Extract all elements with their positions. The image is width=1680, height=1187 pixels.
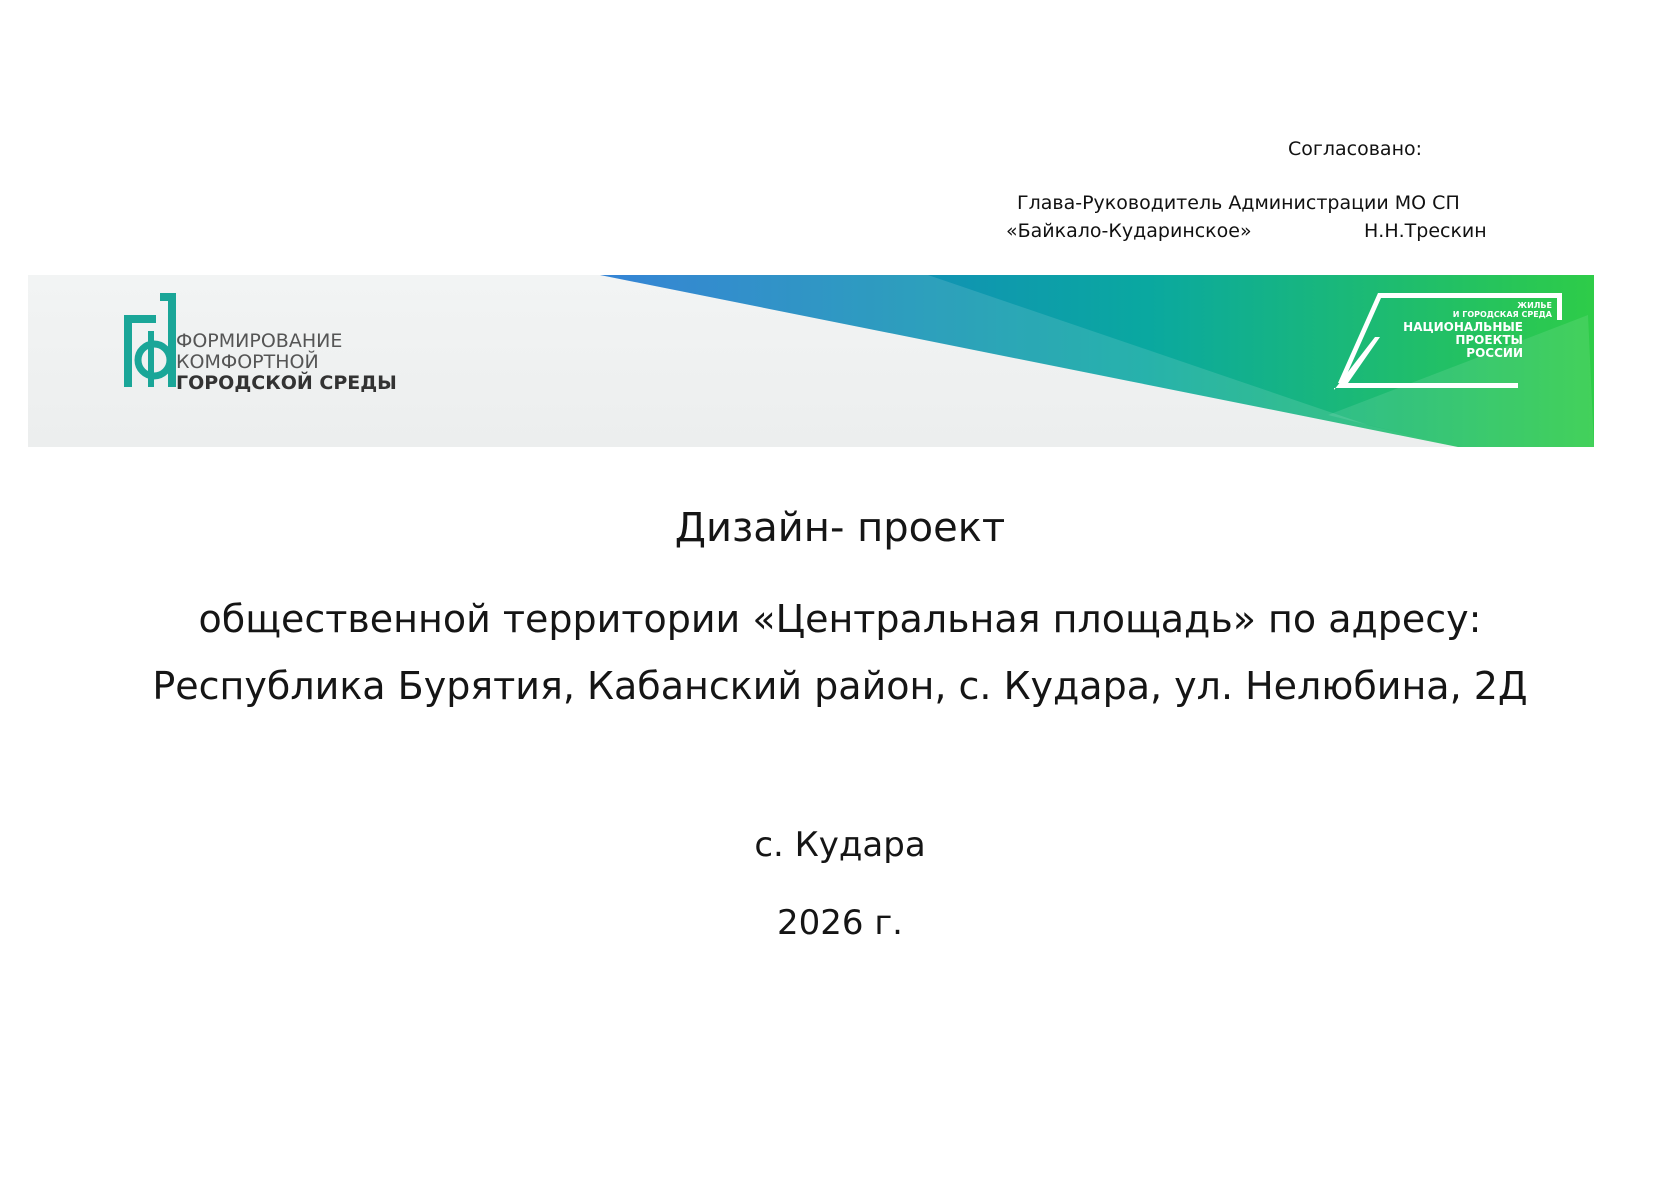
national-logo-line-2: И ГОРОДСКАЯ СРЕДА xyxy=(1452,310,1552,319)
approval-position: Глава-Руководитель Администрации МО СП xyxy=(1017,192,1460,214)
document-subject-line-1: общественной территории «Центральная площадь» по адресу: xyxy=(198,597,1482,641)
document-subject-line-2: Республика Бурятия, Кабанский район, с. Кудара, ул. Нелюбина, 2Д xyxy=(152,664,1528,708)
national-logo-line-4: ПРОЕКТЫ xyxy=(1455,333,1523,347)
national-logo-line-3: НАЦИОНАЛЬНЫЕ xyxy=(1403,320,1523,334)
approval-organization: «Байкало-Кударинское» xyxy=(1006,220,1252,242)
logo-text-line-2: КОМФОРТНОЙ xyxy=(176,351,319,373)
program-banner xyxy=(28,275,1594,447)
national-logo-line-5: РОССИИ xyxy=(1466,346,1523,360)
document-year: 2026 г. xyxy=(776,903,903,943)
logo-text-line-1: ФОРМИРОВАНИЕ xyxy=(176,330,343,352)
approval-signatory: Н.Н.Трескин xyxy=(1364,220,1487,242)
document-title: Дизайн- проект xyxy=(674,505,1006,551)
document-place: с. Кудара xyxy=(754,825,926,865)
approval-heading: Согласовано: xyxy=(1288,138,1423,160)
logo-text-line-3: ГОРОДСКОЙ СРЕДЫ xyxy=(176,372,397,394)
national-logo-line-1: ЖИЛЬЕ xyxy=(1517,301,1552,310)
